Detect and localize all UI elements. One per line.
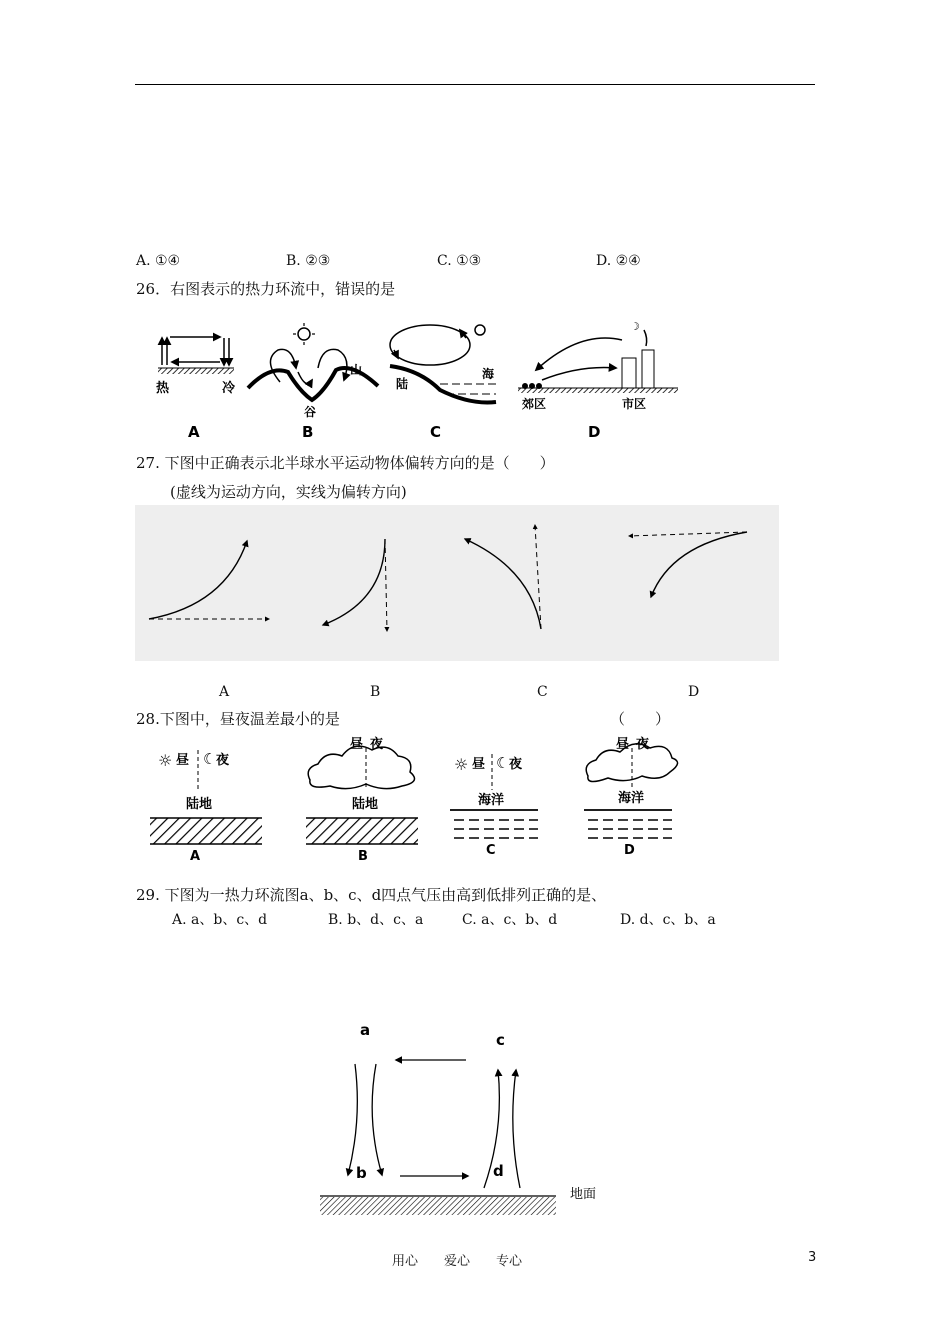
q26-label-b: B	[302, 423, 314, 441]
svg-text:市区: 市区	[622, 397, 647, 411]
q29-option-d[interactable]: D. d、c、b、a	[620, 912, 716, 928]
q28-figure	[140, 732, 700, 862]
svg-text:陆: 陆	[396, 377, 409, 391]
svg-text:昼: 昼	[176, 753, 190, 768]
q28-label-d: D	[624, 843, 635, 858]
q26-diagram-a	[156, 337, 236, 441]
point-a: a	[360, 1021, 371, 1039]
q26-diagram-b	[248, 323, 378, 441]
q26-figure	[140, 310, 700, 445]
footer-text: 用心 爱心 专心	[392, 1254, 523, 1269]
q29-option-c[interactable]: C. a、c、b、d	[462, 912, 558, 928]
q26-diagram-c	[390, 325, 496, 441]
svg-text:陆地: 陆地	[186, 797, 213, 812]
svg-text:谷: 谷	[304, 405, 317, 419]
point-c: c	[496, 1031, 505, 1049]
svg-text:海: 海	[482, 367, 495, 381]
svg-text:热: 热	[156, 381, 170, 396]
svg-text:☼: ☼	[454, 755, 469, 774]
svg-text:夜: 夜	[370, 737, 384, 752]
svg-text:☽: ☽	[630, 320, 640, 333]
prev-option-a[interactable]: A. ①④	[136, 253, 181, 269]
q27-label-b: B	[370, 684, 381, 700]
prev-option-c[interactable]: C. ①③	[437, 253, 482, 269]
q26-text: 26．右图表示的热力环流中，错误的是	[136, 280, 396, 298]
q28-diagram-d	[584, 736, 678, 858]
svg-text:昼: 昼	[472, 757, 486, 772]
q26-label-a: A	[188, 423, 200, 441]
svg-text:陆地: 陆地	[352, 797, 379, 812]
q28-diagram-b	[306, 736, 418, 862]
q26-label-c: C	[430, 423, 442, 441]
q28-label-c: C	[486, 843, 496, 858]
prev-option-d[interactable]: D. ②④	[596, 253, 641, 269]
svg-text:海洋: 海洋	[618, 791, 645, 806]
svg-text:☾: ☾	[496, 754, 510, 772]
page-number: 3	[808, 1250, 817, 1265]
svg-text:☼: ☼	[158, 751, 173, 770]
q27-note: (虚线为运动方向，实线为偏转方向)	[170, 483, 407, 501]
svg-text:夜: 夜	[509, 757, 523, 772]
q28-paren: （ ）	[610, 710, 671, 728]
q28-label-a: A	[190, 849, 201, 862]
point-d: d	[493, 1162, 504, 1180]
q27-label-d: D	[688, 684, 700, 700]
svg-text:夜: 夜	[636, 737, 650, 752]
q28-diagram-c	[450, 754, 538, 858]
q29-option-b[interactable]: B. b、d、c、a	[328, 912, 424, 928]
svg-text:海洋: 海洋	[478, 793, 505, 808]
svg-text:冷: 冷	[222, 381, 236, 396]
svg-text:山: 山	[350, 363, 363, 377]
svg-text:夜: 夜	[216, 753, 230, 768]
svg-text:郊区: 郊区	[522, 397, 547, 411]
svg-text:昼: 昼	[616, 737, 630, 752]
q29-option-a[interactable]: A. a、b、c、d	[172, 912, 268, 928]
prev-option-b[interactable]: B. ②③	[286, 253, 331, 269]
q26-diagram-d	[518, 320, 678, 441]
header-rule	[135, 84, 815, 85]
q27-label-c: C	[537, 684, 548, 700]
point-b: b	[356, 1164, 367, 1182]
svg-text:☾: ☾	[203, 750, 217, 768]
q26-label-d: D	[588, 423, 601, 441]
q29-figure	[300, 1010, 620, 1225]
q27-figure	[135, 505, 779, 661]
q27-text: 27. 下图中正确表示北半球水平运动物体偏转方向的是（ ）	[136, 454, 555, 472]
q28-text: 28.下图中，昼夜温差最小的是	[136, 710, 340, 728]
svg-text:昼: 昼	[350, 737, 364, 752]
q29-text: 29. 下图为一热力环流图a、b、c、d四点气压由高到低排列正确的是、	[136, 886, 607, 904]
q27-label-a: A	[219, 684, 230, 700]
ground-label: 地面	[570, 1187, 597, 1202]
q28-label-b: B	[358, 849, 368, 862]
q28-diagram-a	[150, 750, 262, 862]
